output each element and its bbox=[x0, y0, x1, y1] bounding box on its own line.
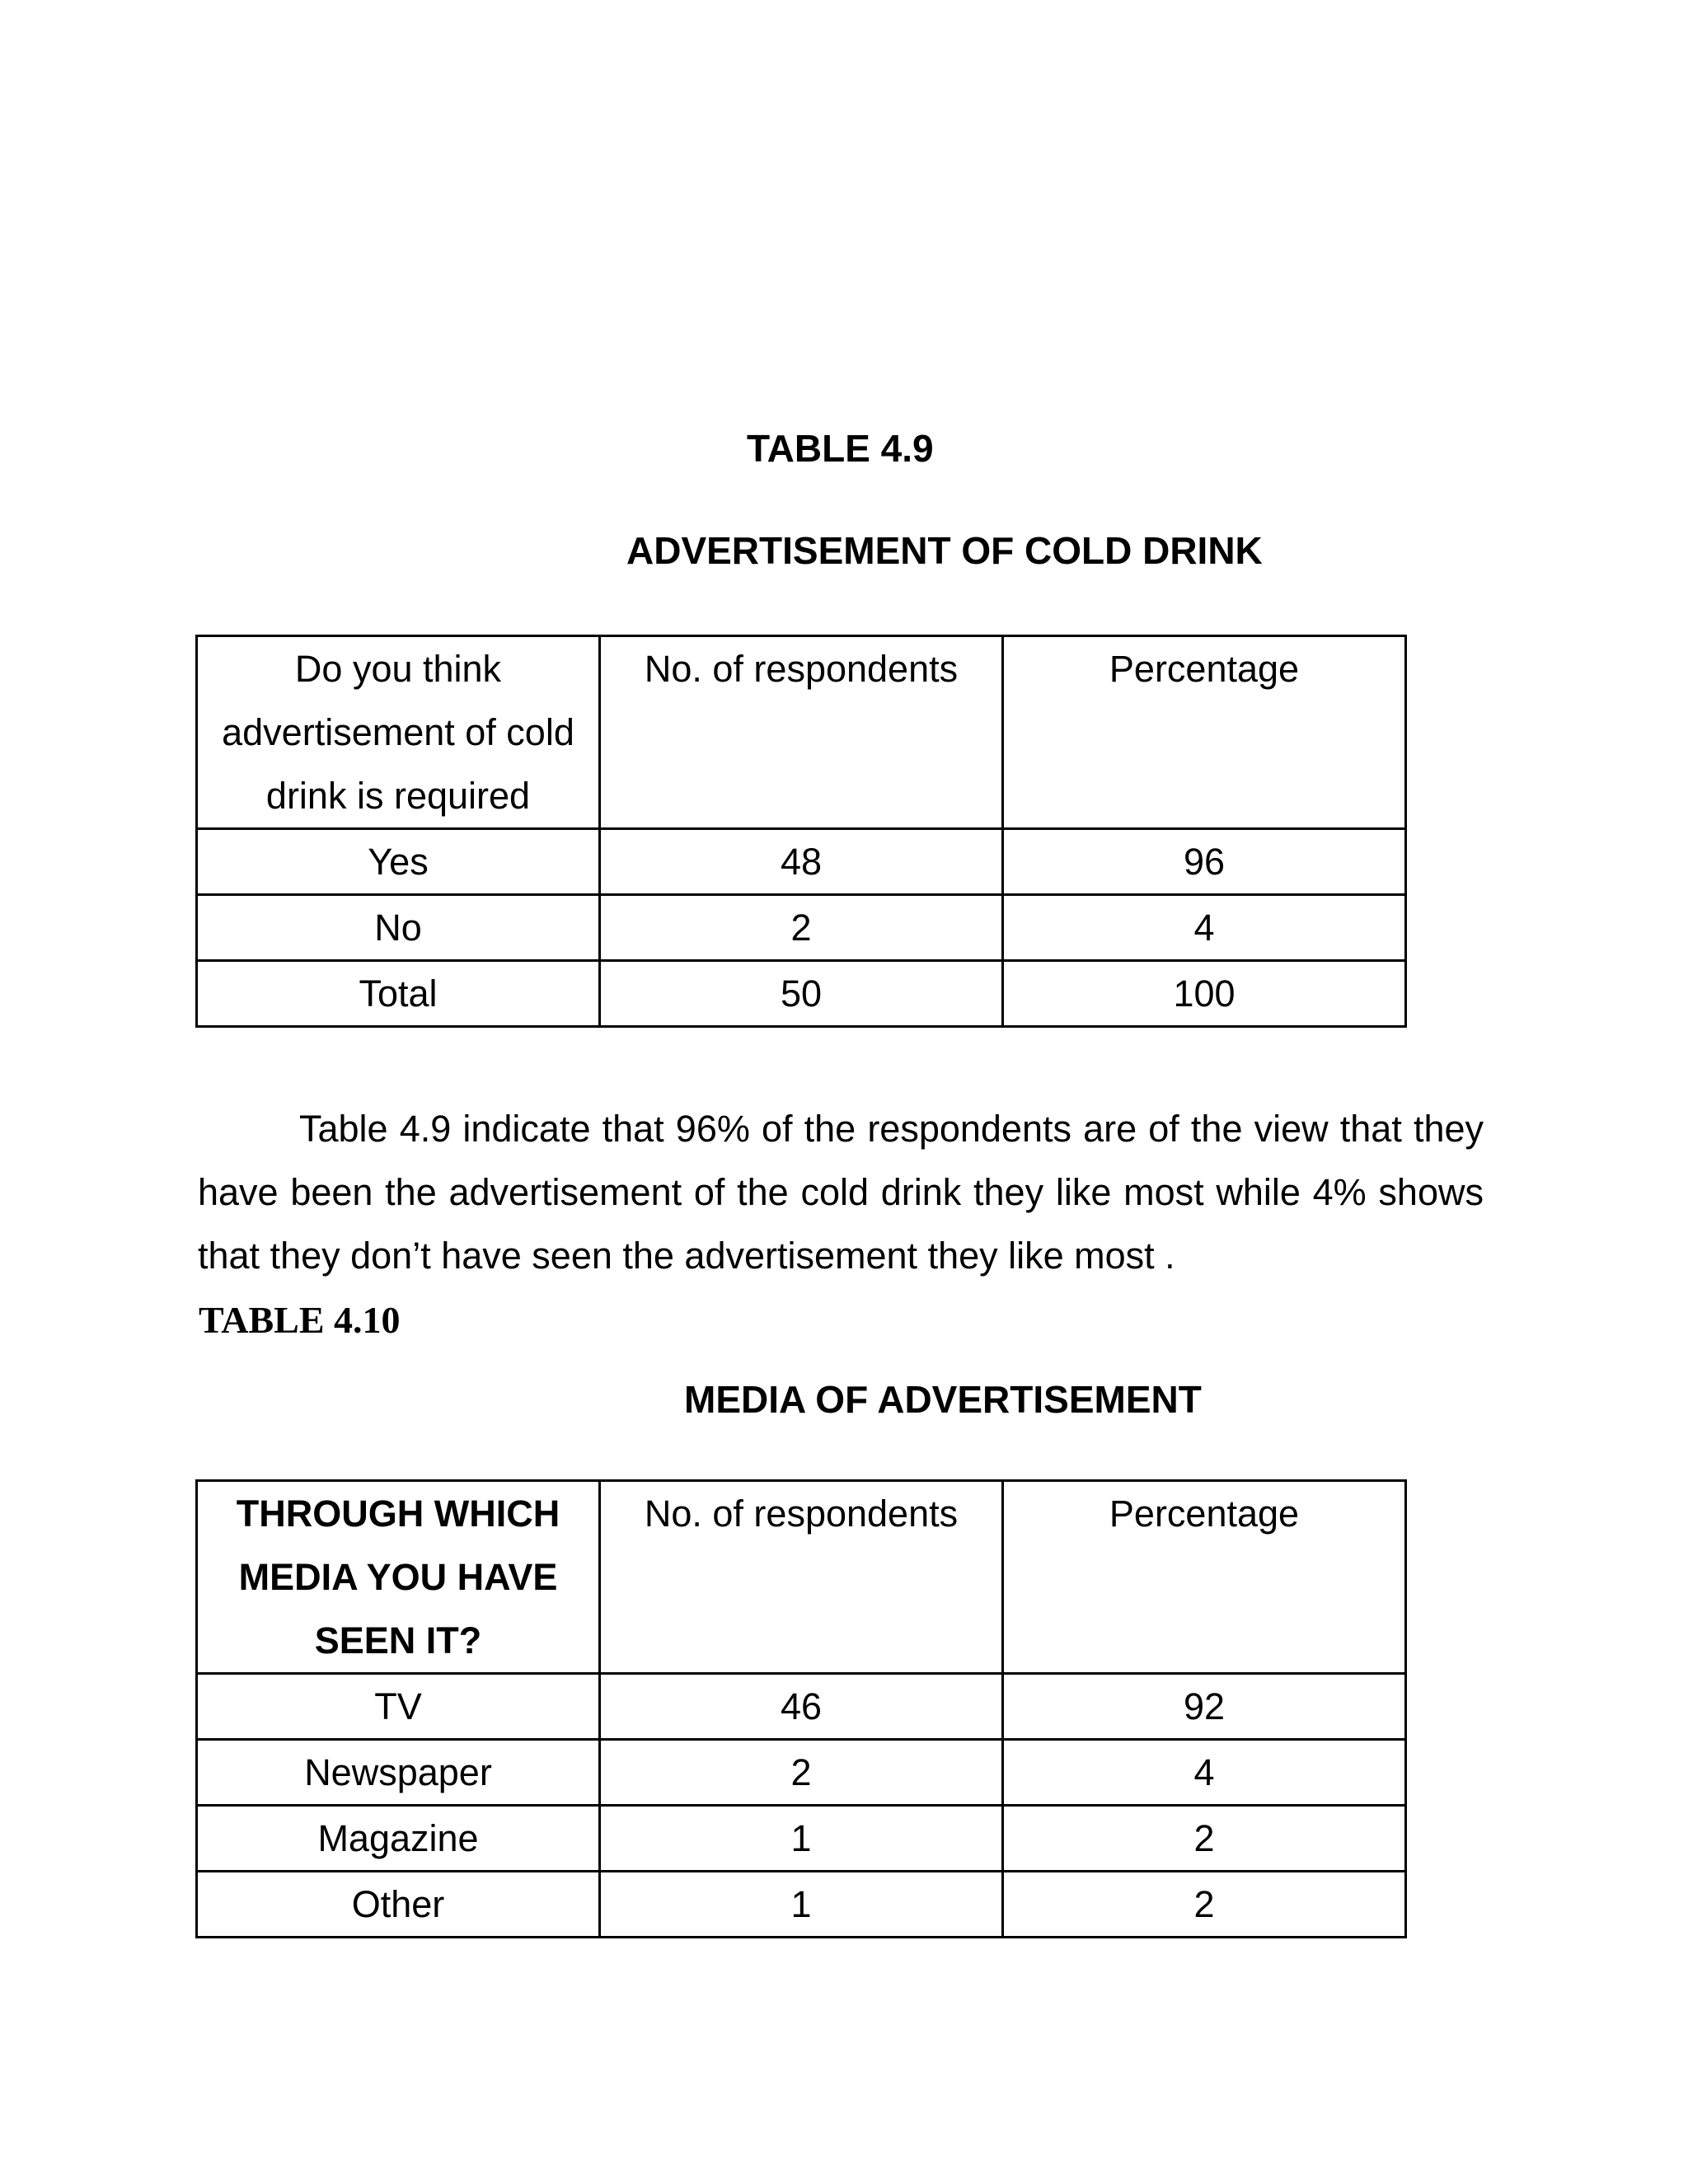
percentage-cell: 2 bbox=[1003, 1872, 1406, 1938]
header-line: Do you think bbox=[294, 648, 502, 690]
header-cell-respondents: No. of respondents bbox=[600, 1481, 1003, 1674]
table-row bbox=[197, 895, 1406, 961]
respondents-cell: 1 bbox=[600, 1872, 1003, 1938]
option-cell: No bbox=[197, 895, 600, 961]
table-row bbox=[197, 1872, 1406, 1938]
data-table bbox=[195, 1479, 1407, 1938]
table-row bbox=[197, 961, 1406, 1027]
respondents-cell: 48 bbox=[600, 829, 1003, 895]
option-cell: TV bbox=[197, 1674, 600, 1740]
header-line: SEEN IT? bbox=[314, 1619, 482, 1661]
header-cell-question bbox=[197, 1481, 600, 1674]
percentage-cell: 92 bbox=[1003, 1674, 1406, 1740]
percentage-cell: 100 bbox=[1003, 961, 1406, 1027]
percentage-cell: 96 bbox=[1003, 829, 1406, 895]
percentage-cell: 4 bbox=[1003, 895, 1406, 961]
header-line: MEDIA YOU HAVE bbox=[238, 1556, 558, 1598]
table-row bbox=[197, 829, 1406, 895]
table-label: TABLE 4.9 bbox=[747, 427, 934, 470]
table-row bbox=[197, 1740, 1406, 1806]
table-header-row bbox=[197, 636, 1406, 829]
option-cell: Yes bbox=[197, 829, 600, 895]
header-cell-respondents: No. of respondents bbox=[600, 636, 1003, 829]
option-cell: Other bbox=[197, 1872, 600, 1938]
table-title: MEDIA OF ADVERTISEMENT bbox=[684, 1378, 1202, 1421]
table-row bbox=[197, 1674, 1406, 1740]
table-header-row bbox=[197, 1481, 1406, 1674]
header-cell-percentage: Percentage bbox=[1003, 636, 1406, 829]
data-table bbox=[195, 635, 1407, 1028]
respondents-cell: 1 bbox=[600, 1806, 1003, 1872]
table-row bbox=[197, 1806, 1406, 1872]
header-cell-percentage: Percentage bbox=[1003, 1481, 1406, 1674]
body-paragraph: Table 4.9 indicate that 96% of the respondents are of the view that they have been the advertisement of the cold drink they like most while 4% shows that they don’t have seen the advertisement they like most . bbox=[198, 1108, 1484, 1277]
respondents-cell: 2 bbox=[600, 895, 1003, 961]
respondents-cell: 2 bbox=[600, 1740, 1003, 1806]
percentage-cell: 2 bbox=[1003, 1806, 1406, 1872]
table-label: TABLE 4.10 bbox=[199, 1299, 401, 1341]
table-title: ADVERTISEMENT OF COLD DRINK bbox=[626, 529, 1263, 572]
header-line: advertisement of cold bbox=[222, 711, 574, 753]
header-cell-question bbox=[197, 636, 600, 829]
option-cell: Newspaper bbox=[197, 1740, 600, 1806]
header-line: THROUGH WHICH bbox=[236, 1493, 560, 1535]
percentage-cell: 4 bbox=[1003, 1740, 1406, 1806]
option-cell: Magazine bbox=[197, 1806, 600, 1872]
respondents-cell: 50 bbox=[600, 961, 1003, 1027]
option-cell: Total bbox=[197, 961, 600, 1027]
header-line: drink is required bbox=[265, 775, 531, 817]
respondents-cell: 46 bbox=[600, 1674, 1003, 1740]
